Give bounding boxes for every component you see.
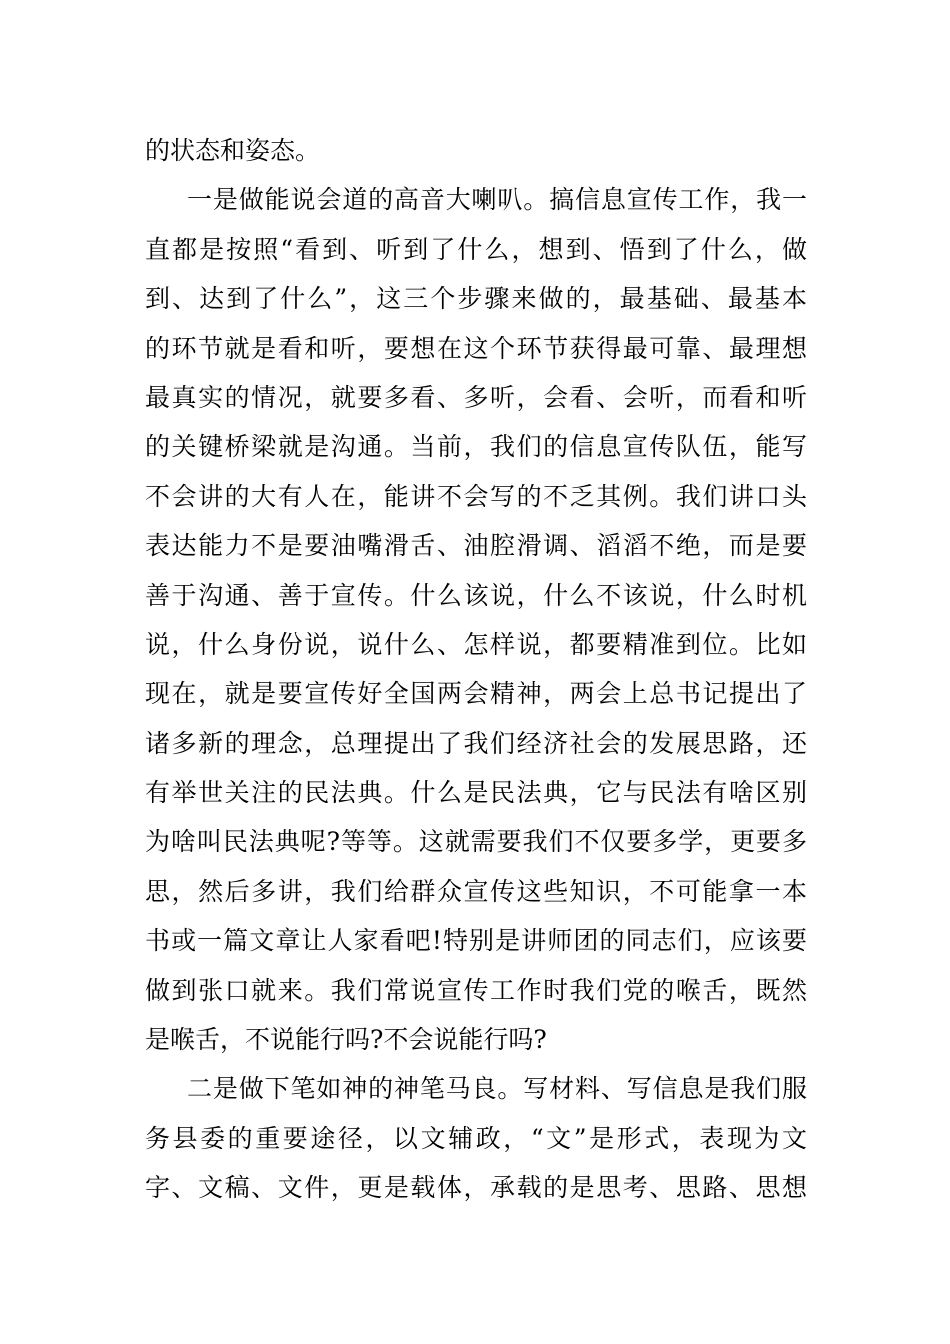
text-line: 不会讲的大有人在，能讲不会写的不乏其例。我们讲口头 [145,481,807,511]
text-line: 直都是按照“看到、听到了什么，想到、悟到了什么，做 [145,234,807,264]
text-line: 为啥叫民法典呢?等等。这就需要我们不仅要多学，更要多 [145,827,807,857]
text-line: 务县委的重要途径，以文辅政，“文”是形式，表现为文 [145,1123,807,1153]
text-line: 最真实的情况，就要多看、多听，会看、会听，而看和听 [145,382,807,412]
text-line: 说，什么身份说，说什么、怎样说，都要精准到位。比如 [145,629,807,659]
text-line: 字、文稿、文件，更是载体，承载的是思考、思路、思想 [145,1173,807,1203]
text-line: 的关键桥梁就是沟通。当前，我们的信息宣传队伍，能写 [145,432,807,462]
paragraph-first-line: 二是做下笔如神的神笔马良。写材料、写信息是我们服 [187,1074,807,1104]
text-line: 的状态和姿态。 [145,136,321,165]
document-body [145,126,807,1213]
text-line: 到、达到了什么”，这三个步骤来做的，最基础、最基本 [145,284,807,314]
text-line: 的环节就是看和听，要想在这个环节获得最可靠、最理想 [145,333,807,363]
text-line: 做到张口就来。我们常说宣传工作时我们党的喉舌，既然 [145,975,807,1005]
text-line: 诸多新的理念，总理提出了我们经济社会的发展思路，还 [145,728,807,758]
paragraph-first-line: 一是做能说会道的高音大喇叭。搞信息宣传工作，我一 [187,185,807,215]
text-line: 有举世关注的民法典。什么是民法典，它与民法有啥区别 [145,778,807,808]
text-line: 表达能力不是要油嘴滑舌、油腔滑调、滔滔不绝，而是要 [145,531,807,561]
text-line: 善于沟通、善于宣传。什么该说，什么不该说，什么时机 [145,580,807,610]
text-line: 现在，就是要宣传好全国两会精神，两会上总书记提出了 [145,679,807,709]
text-line: 书或一篇文章让人家看吧!特别是讲师团的同志们，应该要 [145,926,807,956]
text-line: 思，然后多讲，我们给群众宣传这些知识，不可能拿一本 [145,876,807,906]
text-line: 是喉舌，不说能行吗?不会说能行吗? [145,1025,547,1055]
